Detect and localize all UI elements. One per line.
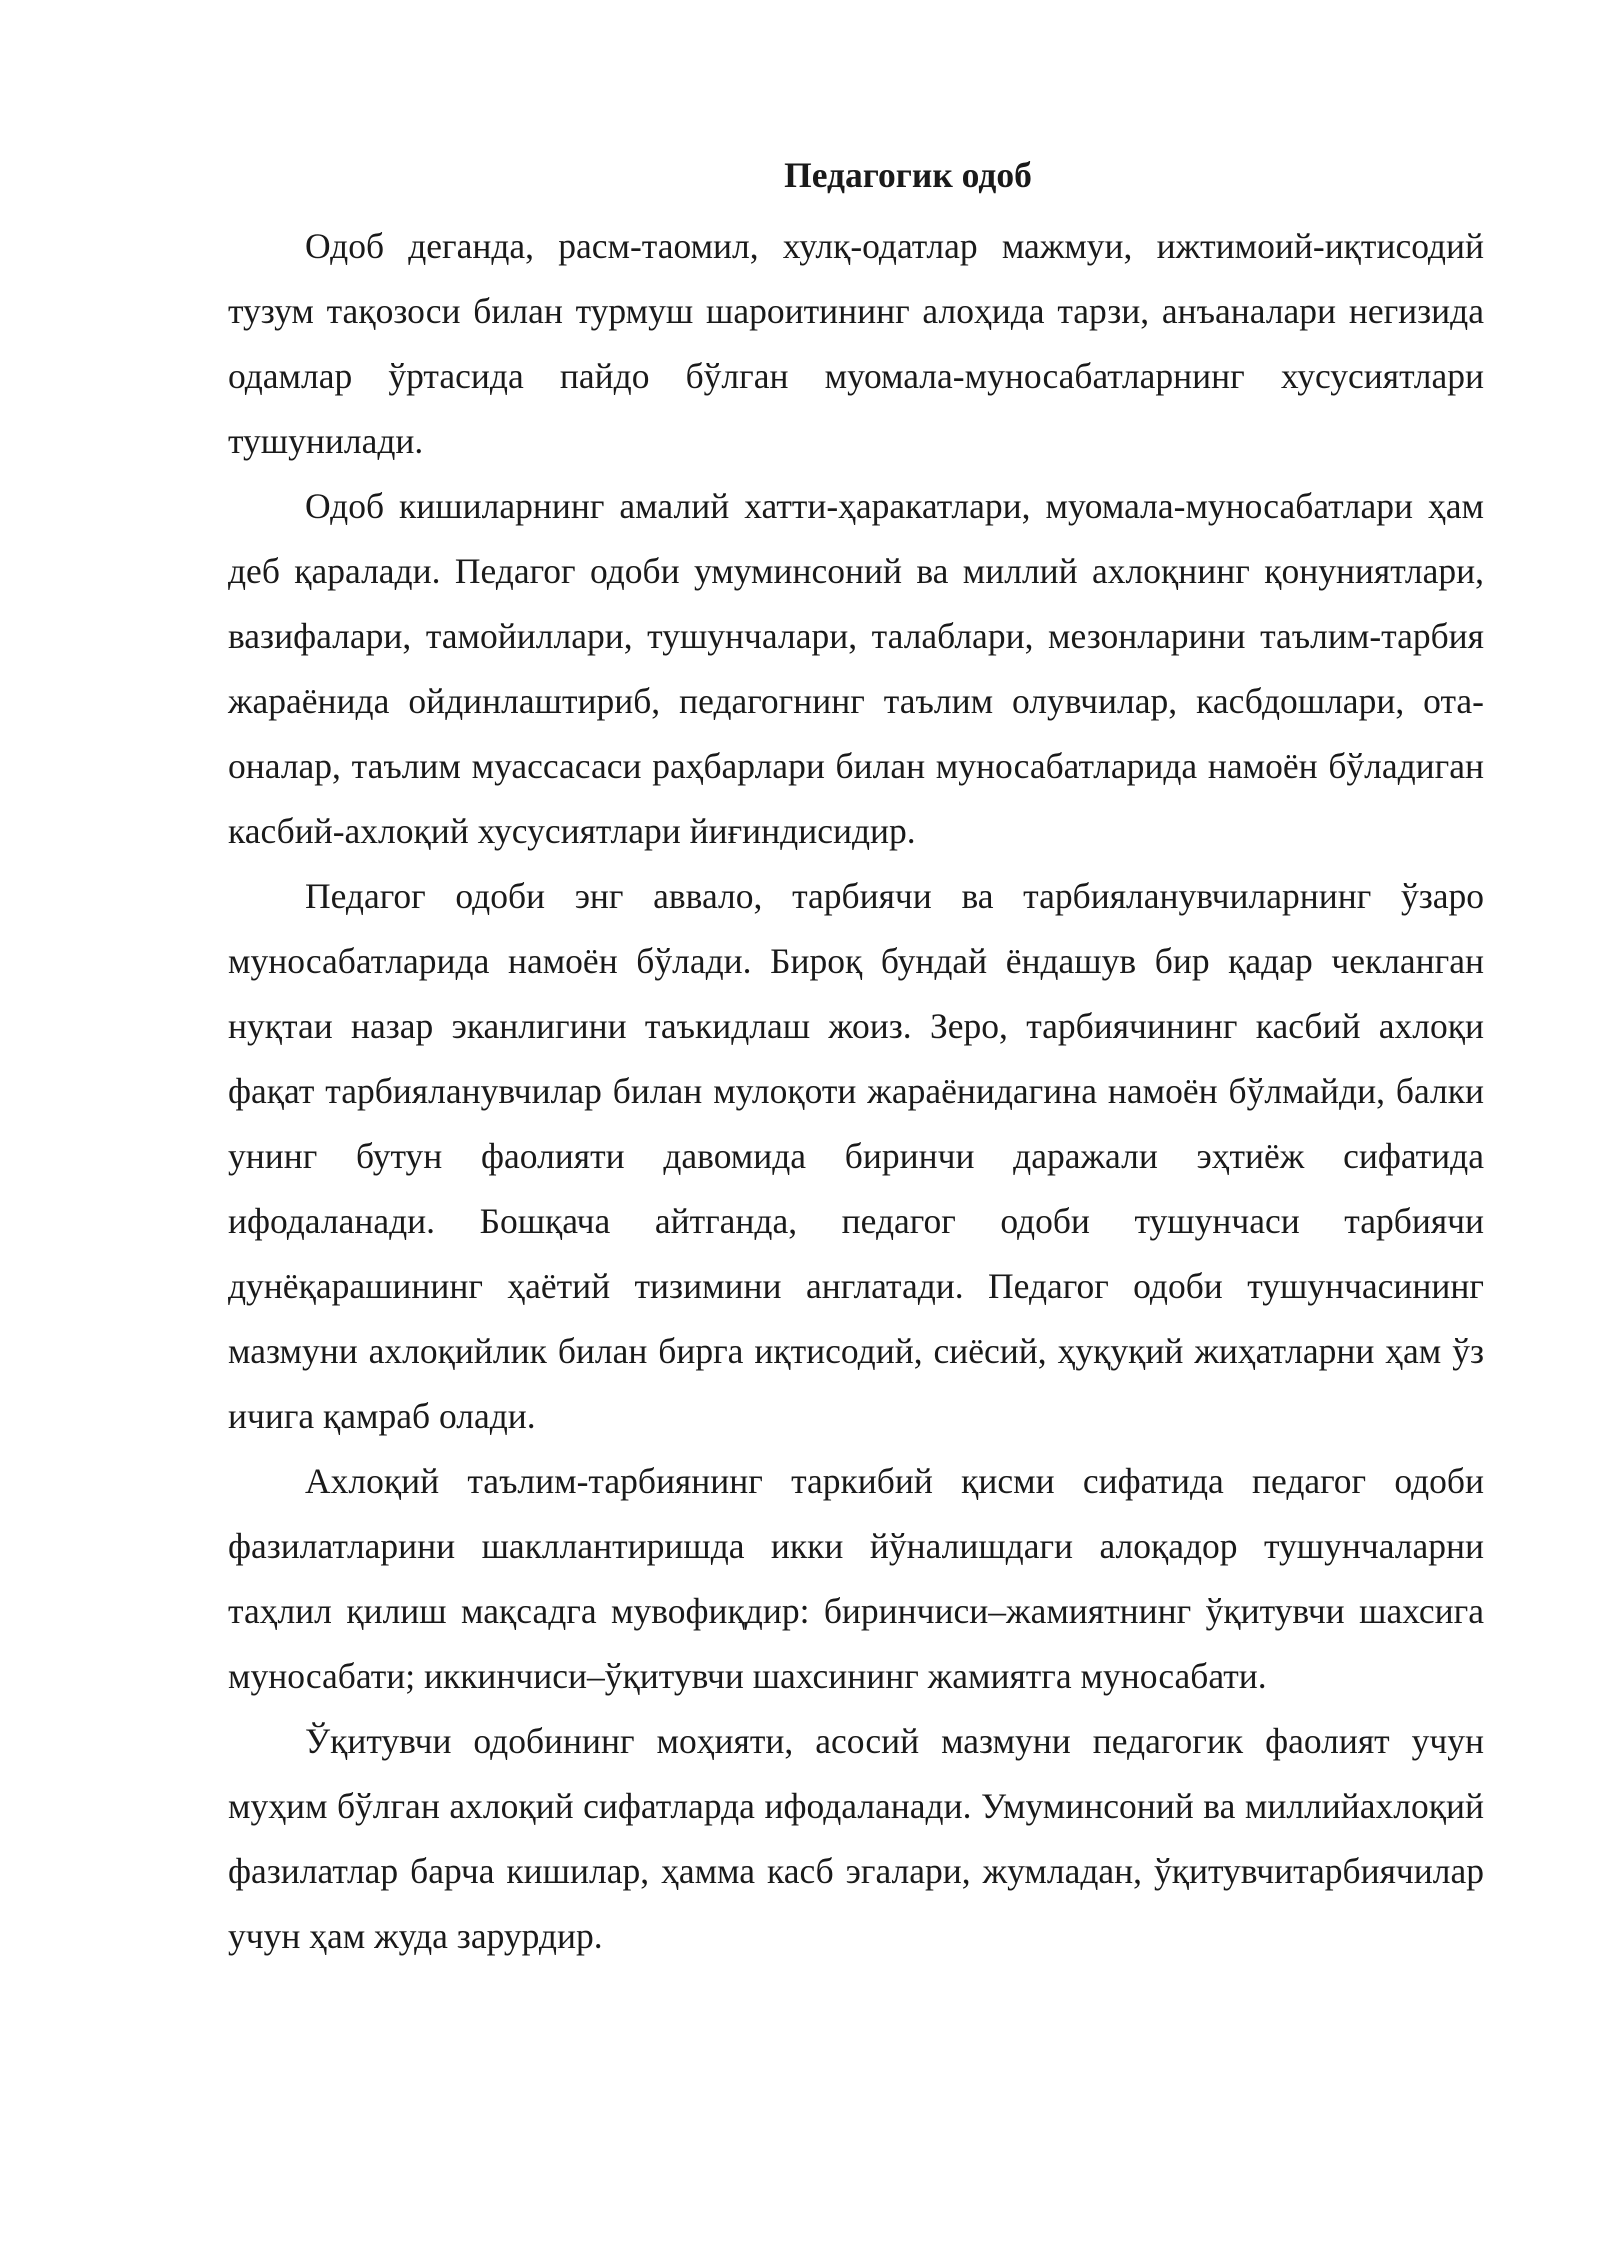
paragraph-2: Одоб кишиларнинг амалий хатти-ҳаракатлари, муомала-муносабатлари ҳам деб қаралади. Педагог одоби умуминсоний ва миллий ахлоқнинг қонуниятлари, вазифалари, тамойиллари, тушунчалари, талаблари, мезонларини таълим-тарбия жараёнида ойдинлаштириб, педагогнинг таълим олувчилар, касбдошлари, ота-оналар, таълим муассасаси раҳбарлари билан муносабатларида намоён бўладиган касбий-ахлоқий хусусиятлари йиғиндисидир. — [228, 486, 1484, 851]
paragraph-5: Ўқитувчи одобининг моҳияти, асосий мазмуни педагогик фаолият учун муҳим бўлган ахлоқий сифатларда ифодаланади. Умуминсоний ва миллийахлоқий фазилатлар барча кишилар, ҳамма касб эгалари, жумладан, ўқитувчитарбиячилар учун ҳам жуда зарурдир. — [228, 1721, 1484, 1956]
document-body — [228, 148, 1484, 1969]
page-title: Педагогик одоб — [784, 155, 1032, 195]
paragraph-1: Одоб деганда, расм-таомил, хулқ-одатлар мажмуи, ижтимоий-иқтисодий тузум тақозоси билан турмуш шароитининг алоҳида тарзи, анъаналари негизида одамлар ўртасида пайдо бўлган муомала-муносабатларнинг хусусиятлари тушунилади. — [228, 226, 1484, 461]
paragraph-3: Педагог одоби энг аввало, тарбиячи ва тарбияланувчиларнинг ўзаро муносабатларида намоён бўлади. Бироқ бундай ёндашув бир қадар чекланган нуқтаи назар эканлигини таъкидлаш жоиз. Зеро, тарбиячининг касбий ахлоқи фақат тарбияланувчилар билан мулоқоти жараёнидагина намоён бўлмайди, балки унинг бутун фаолияти давомида биринчи даражали эҳтиёж сифатида ифодаланади. Бошқача айтганда, педагог одоби тушунчаси тарбиячи дунёқарашининг ҳаётий тизимини англатади. Педагог одоби тушунчасининг мазмуни ахлоқийлик билан бирга иқтисодий, сиёсий, ҳуқуқий жиҳатларни ҳам ўз ичига қамраб олади. — [228, 876, 1484, 1436]
paragraph-4: Ахлоқий таълим-тарбиянинг таркибий қисми сифатида педагог одоби фазилатларини шакллантиришда икки йўналишдаги алоқадор тушунчаларни таҳлил қилиш мақсадга мувофиқдир: биринчиси–жамиятнинг ўқитувчи шахсига муносабати; иккинчиси–ўқитувчи шахсининг жамиятга муносабати. — [228, 1461, 1484, 1696]
